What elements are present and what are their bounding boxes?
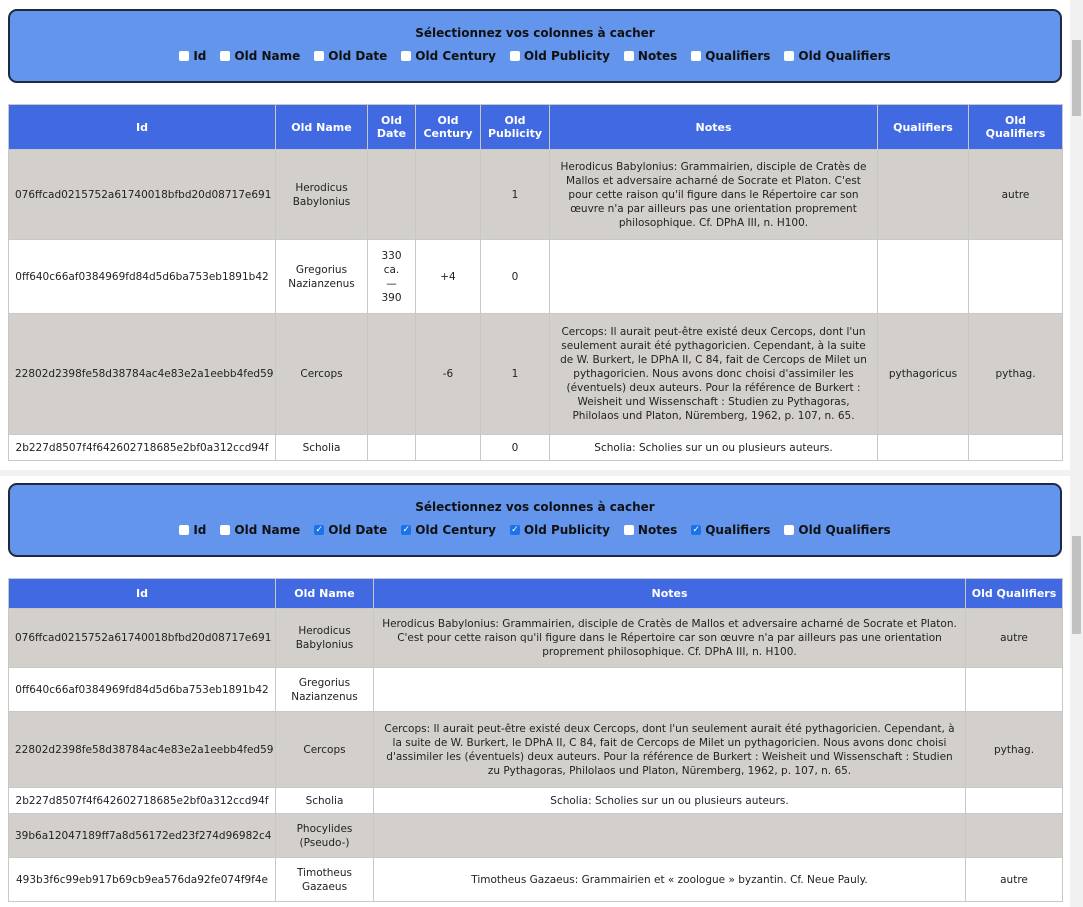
cell-old-qualifiers xyxy=(966,788,1063,814)
table-row xyxy=(9,609,1063,668)
checkbox-icon[interactable] xyxy=(784,525,794,535)
checkbox-icon[interactable] xyxy=(220,51,230,61)
header-notes[interactable]: Notes xyxy=(550,105,878,150)
header-old-date[interactable]: Old Date xyxy=(368,105,416,150)
cell-old-qualifiers xyxy=(969,240,1063,314)
cell-old-date xyxy=(368,314,416,435)
cell-old-name: Phocylides (Pseudo-) xyxy=(276,814,374,858)
hide-old-date-option[interactable] xyxy=(314,49,387,63)
cell-old-century xyxy=(416,435,481,461)
header-old-century[interactable]: Old Century xyxy=(416,105,481,150)
cell-old-publicity: 0 xyxy=(481,435,550,461)
table-header-row xyxy=(9,579,1063,609)
option-label: Old Publicity xyxy=(523,49,610,63)
top-scrollbar[interactable] xyxy=(1070,0,1083,470)
checkbox-icon[interactable] xyxy=(314,51,324,61)
checkbox-icon[interactable] xyxy=(624,525,634,535)
option-label: Notes xyxy=(637,49,678,63)
cell-old-publicity: 1 xyxy=(481,150,550,240)
header-old-name[interactable]: Old Name xyxy=(276,105,368,150)
column-hide-selector xyxy=(8,9,1062,83)
cell-old-qualifiers xyxy=(969,435,1063,461)
hide-old-publicity-option[interactable] xyxy=(510,49,610,63)
selector-title: Sélectionnez vos colonnes à cacher xyxy=(415,26,655,40)
cell-notes xyxy=(550,240,878,314)
checkbox-icon[interactable] xyxy=(784,51,794,61)
cell-old-name: Cercops xyxy=(276,314,368,435)
cell-id: 076ffcad0215752a61740018bfbd20d08717e691 xyxy=(9,609,276,668)
cell-old-name: Gregorius Nazianzenus xyxy=(276,240,368,314)
scrollbar-thumb[interactable] xyxy=(1072,536,1081,634)
cell-old-qualifiers xyxy=(966,814,1063,858)
cell-notes: Cercops: Il aurait peut-être existé deux Cercops, dont l'un seulement aurait été pythagoricien. Cependant, à la suite de W. Burkert, le DPhA II, C 84, fait de Cercops de Milet un pythagoricien. Nous avons donc choisi d'assimiler les (éventuels) deux auteurs. Pour la référence de Burkert : Weisheit und Wissenschaft : Studien zu Pythagoras, Philolaos und Platon, Nüremberg, 1962, p. 107, n. 65. xyxy=(374,712,966,788)
cell-old-century xyxy=(416,150,481,240)
cell-id: 0ff640c66af0384969fd84d5d6ba753eb1891b42 xyxy=(9,668,276,712)
bottom-pane xyxy=(0,476,1070,907)
option-label: Old Qualifiers xyxy=(798,523,891,537)
cell-old-qualifiers: autre xyxy=(969,150,1063,240)
cell-old-date xyxy=(368,435,416,461)
cell-old-qualifiers: pythag. xyxy=(966,712,1063,788)
cell-id: 2b227d8507f4f642602718685e2bf0a312ccd94f xyxy=(9,435,276,461)
header-qualifiers[interactable]: Qualifiers xyxy=(878,105,969,150)
option-label: Qualifiers xyxy=(705,523,771,537)
cell-notes xyxy=(374,814,966,858)
option-label: Old Date xyxy=(328,49,388,63)
cell-qualifiers xyxy=(878,150,969,240)
selector-title: Sélectionnez vos colonnes à cacher xyxy=(415,500,655,514)
cell-old-date: 330 ca. — 390 xyxy=(368,240,416,314)
cell-old-qualifiers: pythag. xyxy=(969,314,1063,435)
hide-old-publicity-option[interactable] xyxy=(510,523,610,537)
hide-old-century-option[interactable] xyxy=(401,523,496,537)
checkbox-checked-icon[interactable]: ✓ xyxy=(315,525,324,535)
hide-old-qualifiers-option[interactable] xyxy=(784,49,890,63)
scrollbar-thumb[interactable] xyxy=(1072,40,1081,116)
hide-qualifiers-option[interactable] xyxy=(691,523,770,537)
cell-notes: Scholia: Scholies sur un ou plusieurs auteurs. xyxy=(550,435,878,461)
header-id[interactable]: Id xyxy=(9,105,276,150)
table-row xyxy=(9,314,1063,435)
hide-notes-option[interactable] xyxy=(624,523,677,537)
cell-notes: Herodicus Babylonius: Grammairien, disciple de Cratès de Mallos et adversaire acharné de Socrate et Platon. C'est pour cette raison qu'il figure dans le Répertoire car son œuvre n'a par ailleurs pas une orientation proprement philosophique. Cf. DPhA III, n. H100. xyxy=(374,609,966,668)
header-old-name[interactable]: Old Name xyxy=(276,579,374,609)
cell-id: 22802d2398fe58d38784ac4e83e2a1eebb4fed59 xyxy=(9,314,276,435)
option-label: Old Publicity xyxy=(523,523,610,537)
cell-old-century: +4 xyxy=(416,240,481,314)
table-row xyxy=(9,788,1063,814)
hide-old-name-option[interactable] xyxy=(220,49,300,63)
cell-old-name: Herodicus Babylonius xyxy=(276,150,368,240)
selector-options xyxy=(10,49,1060,63)
cell-id: 076ffcad0215752a61740018bfbd20d08717e691 xyxy=(9,150,276,240)
records-table xyxy=(8,578,1063,902)
cell-old-century: -6 xyxy=(416,314,481,435)
header-id[interactable]: Id xyxy=(9,579,276,609)
option-label: Old Qualifiers xyxy=(798,49,891,63)
cell-notes: Herodicus Babylonius: Grammairien, disciple de Cratès de Mallos et adversaire acharné de Socrate et Platon. C'est pour cette raison qu'il figure dans le Répertoire car son œuvre n'a par ailleurs pas une orientation proprement philosophique. Cf. DPhA III, n. H100. xyxy=(550,150,878,240)
table-header-row xyxy=(9,105,1063,150)
checkbox-icon[interactable] xyxy=(179,51,189,61)
checkbox-icon[interactable] xyxy=(510,51,520,61)
cell-old-name: Gregorius Nazianzenus xyxy=(276,668,374,712)
cell-old-qualifiers xyxy=(966,668,1063,712)
hide-old-date-option[interactable] xyxy=(314,523,387,537)
column-hide-selector xyxy=(8,483,1062,557)
checkbox-checked-icon[interactable]: ✓ xyxy=(692,525,700,535)
header-old-publicity[interactable]: Old Publicity xyxy=(481,105,550,150)
hide-old-qualifiers-option[interactable] xyxy=(784,523,890,537)
header-old-qualifiers[interactable]: Old Qualifiers xyxy=(966,579,1063,609)
hide-id-option[interactable] xyxy=(179,523,206,537)
hide-old-century-option[interactable] xyxy=(401,49,496,63)
option-label: Qualifiers xyxy=(705,49,771,63)
checkbox-icon[interactable] xyxy=(624,51,634,61)
cell-old-publicity: 0 xyxy=(481,240,550,314)
cell-notes: Timotheus Gazaeus: Grammairien et « zoologue » byzantin. Cf. Neue Pauly. xyxy=(374,858,966,902)
cell-notes: Scholia: Scholies sur un ou plusieurs auteurs. xyxy=(374,788,966,814)
hide-notes-option[interactable] xyxy=(624,49,677,63)
cell-old-date xyxy=(368,150,416,240)
bottom-scrollbar[interactable] xyxy=(1070,476,1083,907)
cell-notes: Cercops: Il aurait peut-être existé deux Cercops, dont l'un seulement aurait été pythagoricien. Cependant, à la suite de W. Burkert, le DPhA II, C 84, fait de Cercops de Milet un pythagoricien. Nous avons donc choisi d'assimiler les (éventuels) deux auteurs. Pour la référence de Burkert : Weisheit und Wissenschaft : Studien zu Pythagoras, Philolaos und Platon, Nüremberg, 1962, p. 107, n. 65. xyxy=(550,314,878,435)
cell-old-qualifiers: autre xyxy=(966,609,1063,668)
cell-old-name: Timotheus Gazaeus xyxy=(276,858,374,902)
header-old-qualifiers[interactable]: Old Qualifiers xyxy=(969,105,1063,150)
table-row xyxy=(9,858,1063,902)
option-label: Old Name xyxy=(234,523,301,537)
option-label: Old Name xyxy=(234,49,301,63)
table-row xyxy=(9,435,1063,461)
checkbox-icon[interactable] xyxy=(179,525,189,535)
checkbox-icon[interactable] xyxy=(691,51,701,61)
checkbox-icon[interactable] xyxy=(220,525,230,535)
selector-options xyxy=(10,523,1060,537)
table-row xyxy=(9,150,1063,240)
option-label: Id xyxy=(193,523,207,537)
cell-notes xyxy=(374,668,966,712)
cell-qualifiers: pythagoricus xyxy=(878,314,969,435)
cell-qualifiers xyxy=(878,435,969,461)
cell-id: 39b6a12047189ff7a8d56172ed23f274d96982c4 xyxy=(9,814,276,858)
option-label: Old Century xyxy=(415,49,496,63)
cell-old-name: Scholia xyxy=(276,788,374,814)
option-label: Old Century xyxy=(415,523,496,537)
option-label: Notes xyxy=(637,523,678,537)
hide-old-name-option[interactable] xyxy=(220,523,300,537)
checkbox-checked-icon[interactable]: ✓ xyxy=(402,525,411,535)
cell-old-name: Scholia xyxy=(276,435,368,461)
cell-id: 2b227d8507f4f642602718685e2bf0a312ccd94f xyxy=(9,788,276,814)
cell-id: 22802d2398fe58d38784ac4e83e2a1eebb4fed59 xyxy=(9,712,276,788)
hide-id-option[interactable] xyxy=(179,49,206,63)
option-label: Old Date xyxy=(328,523,388,537)
hide-qualifiers-option[interactable] xyxy=(691,49,770,63)
table-row xyxy=(9,668,1063,712)
cell-id: 493b3f6c99eb917b69cb9ea576da92fe074f9f4e xyxy=(9,858,276,902)
cell-old-qualifiers: autre xyxy=(966,858,1063,902)
cell-old-name: Cercops xyxy=(276,712,374,788)
header-notes[interactable]: Notes xyxy=(374,579,966,609)
records-table xyxy=(8,104,1063,461)
checkbox-icon[interactable] xyxy=(401,51,411,61)
cell-id: 0ff640c66af0384969fd84d5d6ba753eb1891b42 xyxy=(9,240,276,314)
checkbox-checked-icon[interactable]: ✓ xyxy=(511,525,519,535)
option-label: Id xyxy=(193,49,207,63)
table-row xyxy=(9,814,1063,858)
cell-qualifiers xyxy=(878,240,969,314)
cell-old-name: Herodicus Babylonius xyxy=(276,609,374,668)
table-row xyxy=(9,712,1063,788)
table-row xyxy=(9,240,1063,314)
cell-old-publicity: 1 xyxy=(481,314,550,435)
